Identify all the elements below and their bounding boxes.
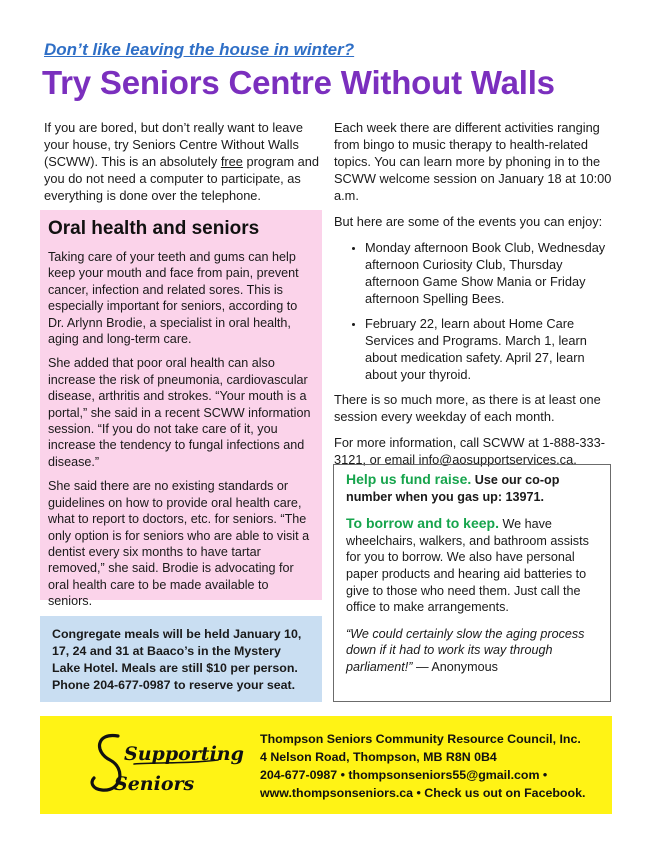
borrow-heading: To borrow and to keep.: [346, 515, 499, 532]
right-column: [334, 119, 612, 477]
intro-text-part2: program and you do not need a computer to participate, as everything is done over the telephone.: [44, 154, 320, 203]
logo-word-seniors: Seniors: [114, 773, 195, 795]
footer: [40, 716, 612, 814]
page-title: Try Seniors Centre Without Walls: [42, 64, 555, 101]
free-word: free: [220, 154, 243, 169]
list-item: • Monday afternoon Book Club, Wednesday afternoon Curiosity Club, Thursday afternoon Game Show Mania or Friday afternoon Spelling Bees.: [365, 239, 612, 307]
phone-email[interactable]: 204-677-0987 • thompsonseniors55@gmail.com •: [260, 768, 548, 782]
fund-raise-heading: Help us fund raise.: [346, 471, 472, 487]
activities-paragraph: Each week there are different activities ranging from bingo to music therapy to health-related topics. You can learn more by phoning in to the SCWW welcome session on January 18 at 10:00 a.m.: [334, 120, 612, 203]
supporting-seniors-logo: [88, 730, 244, 800]
oral-health-paragraph: She added that poor oral health can also increase the risk of pneumonia, cardiovascular disease, arthritis and strokes. “Your mouth is a portal,” she said in a recent SCWW information session. “If you do not take care of it, you increase the tendency to fungal infections and disease.”: [48, 356, 311, 469]
footer-contact: [260, 730, 585, 802]
list-item: • February 22, learn about Home Care Services and Programs. March 1, learn about medication safety. April 27, learn about your thyroid.: [365, 315, 612, 383]
quote-author: — Anonymous: [416, 659, 498, 674]
events-intro: But here are some of the events you can enjoy:: [334, 214, 603, 229]
subtitle: Don’t like leaving the house in winter?: [44, 40, 355, 59]
oral-health-heading: Oral health and seniors: [48, 218, 260, 239]
more-sessions-paragraph: There is so much more, as there is at least one session every weekday of each month.: [334, 392, 601, 424]
org-name: Thompson Seniors Community Resource Council, Inc.: [260, 732, 581, 746]
meals-text: Congregate meals will be held January 10, 17, 24 and 31 at Baaco’s in the Mystery Lake Hotel. Meals are still $10 per person. Phone 204-677-0987 to reserve your seat.: [52, 627, 302, 692]
meals-box: [40, 616, 322, 702]
intro-text-part1: If you are bored, but don’t really want to leave your house, try Seniors Centre Without Walls (SCWW). This is an absolutely: [44, 120, 303, 169]
contact-info-paragraph: For more information, call SCWW at 1-888-333-3121, or email info@aosupportservices.ca.: [334, 435, 605, 467]
logo-word-supporting: Supporting: [124, 743, 244, 765]
fund-raise-text: Use our co-op number when you gas up: 13971.: [346, 473, 560, 504]
oral-health-paragraph: She said there are no existing standards or guidelines on how to provide oral health care, what to report to doctors, etc. for seniors. “The only option is for seniors who are able to visit a dentist every six months to have tartar removed,” she said. Brodie is advocating for oral health care to be made available to seniors.: [48, 479, 310, 609]
oral-health-box: [40, 210, 322, 609]
oral-health-paragraph: Taking care of your teeth and gums can help keep your mouth and face from pain, prevent cancer, infection and related sores. This is especially important for seniors, according to Dr. Arlynn Brodie, a specialist in oral health, aging and long-term care.: [48, 250, 299, 347]
borrow-text: We have wheelchairs, walkers, and bathroom assists for you to borrow. We also have personal paper products and hearing aid batteries to give to those who need them. Just call the office to make arrangements.: [346, 517, 589, 615]
help-box: [333, 464, 611, 702]
quote-text: “We could certainly slow the aging process down if it had to work its way through parliament!”: [346, 626, 585, 674]
website-facebook[interactable]: www.thompsonseniors.ca • Check us out on Facebook.: [260, 786, 586, 800]
intro-text: [44, 119, 322, 204]
events-list: [334, 239, 612, 383]
address: 4 Nelson Road, Thompson, MB R8N 0B4: [260, 750, 497, 764]
